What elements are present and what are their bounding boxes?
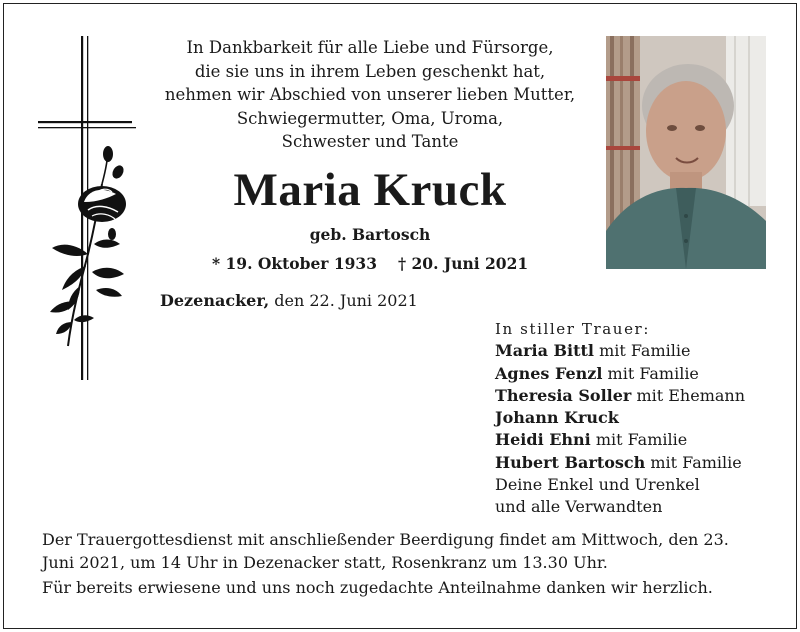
portrait-photo (606, 36, 766, 269)
mourner-suffix: mit Familie (607, 363, 699, 383)
cross-with-rose-icon (36, 34, 138, 384)
mourners-closing: Deine Enkel und Urenkel (495, 475, 700, 495)
maiden-name: geb. Bartosch (309, 225, 431, 244)
place-date-line (160, 291, 418, 310)
intro-line: nehmen wir Abschied von unserer lieben Mutter, (164, 85, 576, 104)
mourner-entry (495, 340, 745, 362)
mourner-suffix: mit Familie (599, 341, 691, 361)
intro-text (150, 36, 590, 154)
intro-line: Schwester und Tante (281, 132, 459, 151)
mourner-name: Agnes Fenzl (495, 363, 603, 383)
mourner-entry (495, 452, 745, 474)
mourner-entry (495, 429, 745, 451)
death-date: † 20. Juni 2021 (398, 254, 529, 273)
intro-line: Schwiegermutter, Oma, Uroma, (236, 108, 504, 128)
mourner-entry (495, 363, 745, 385)
intro-line: die sie uns in ihrem Leben geschenkt hat, (194, 61, 546, 81)
mourners-closing: und alle Verwandten (495, 497, 663, 517)
mourner-suffix: mit Familie (650, 452, 742, 472)
notice-date: den 22. Juni 2021 (274, 291, 418, 310)
mourner-suffix: mit Familie (595, 430, 688, 450)
mourner-name: Hubert Bartosch (495, 452, 646, 472)
mourner-name: Maria Bittl (495, 341, 594, 361)
mourner-name: Johann Kruck (495, 408, 619, 428)
deceased-name: Maria Kruck (233, 164, 507, 216)
service-text: Der Trauergottesdienst mit anschließender Beerdigung findet am Mittwoch, den 23. Juni 2021, um 14 Uhr in Dezenacker statt, Rosenkranz um 13.30 Uhr. (42, 530, 729, 572)
mourner-suffix: mit Ehemann (636, 385, 746, 405)
birth-date: * 19. Oktober 1933 (212, 254, 378, 273)
mourner-name: Theresia Soller (495, 385, 632, 405)
mourner-entry (495, 407, 745, 429)
intro-line: In Dankbarkeit für alle Liebe und Fürsorge, (186, 38, 554, 57)
thanks-text: Für bereits erwiesene und uns noch zugedachte Anteilnahme danken wir herzlich. (42, 578, 713, 597)
mourner-entry (495, 385, 745, 407)
mourner-name: Heidi Ehni (495, 430, 591, 450)
mourners-list (495, 318, 745, 519)
place-name: Dezenacker, (160, 291, 270, 310)
mourners-heading: In stiller Trauer: (495, 320, 650, 338)
